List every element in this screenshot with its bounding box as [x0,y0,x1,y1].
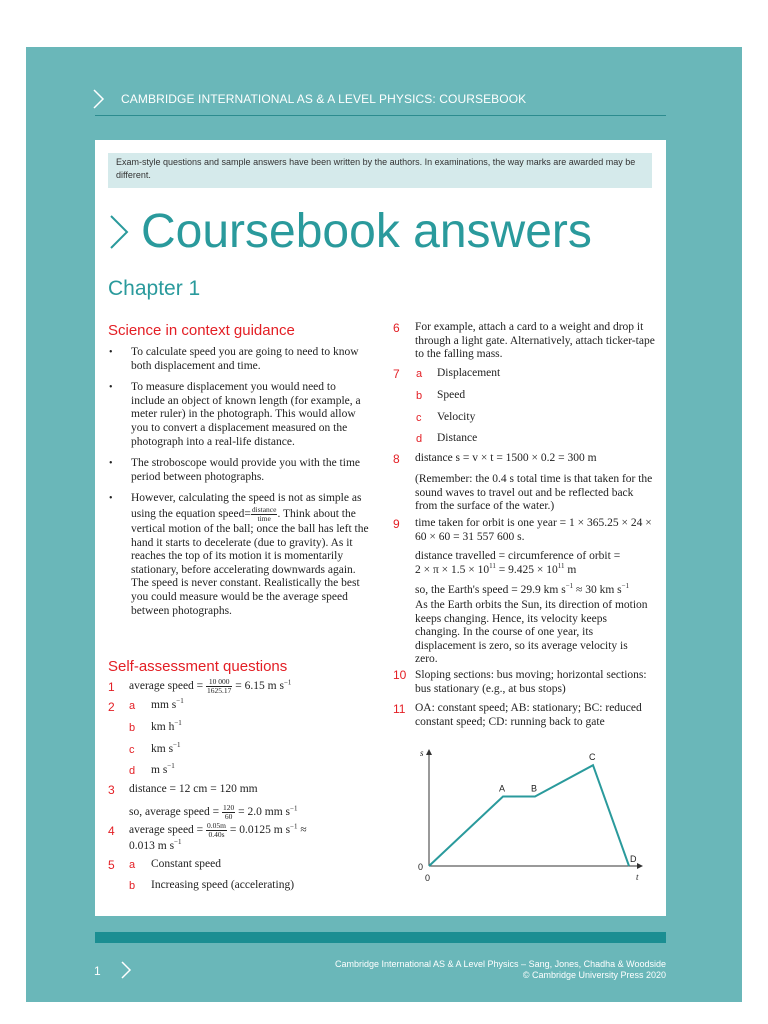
x-axis-label: t [636,872,639,882]
chevron-right-icon [92,88,106,110]
answer-q11: OA: constant speed; AB: stationary; BC: reduced constant speed; CD: running back to gate [415,702,642,728]
header-rule [95,115,666,116]
question-part-label: b [416,390,423,402]
answer-q5b: Increasing speed (accelerating) [151,879,295,891]
point-label-d: D [630,854,637,864]
distance-time-graph [404,744,644,884]
title-row [107,202,592,262]
answer-q8-note: (Remember: the 0.4 s total time is that taken for the sound waves to travel out and be reflected back from the surface of the water.) [415,473,653,513]
answer-q7d: Distance [437,432,478,444]
question-part-label: b [129,722,136,734]
chapter-heading: Chapter 1 [108,277,201,300]
answer-q5a: Constant speed [151,858,221,870]
question-part-label: c [416,412,422,424]
list-item: • However, calculating the speed is not as simple as using the equation speed= $\frac{\text{distance}}{\text{time}}$ . Think about the vertical motion of the ball; once the ball has left the hand it starts to decelerate (due to gravity). As it reaches the top of its motion it is momentarily stationary, before accelerating downwards again. The speed is never constant. Realistically the best you could measure would be the average speed between photographs. [109,492,369,617]
answer-q6: For example, attach a card to a weight and drop it through a light gate. Alternatively, attach ticker-tape to the falling mass. [415,321,655,361]
question-number: 2 [108,700,115,714]
answer-q2d: m $s^{-1}$ [151,762,175,776]
y-axis-label: s [420,748,424,758]
running-header: CAMBRIDGE INTERNATIONAL AS & A LEVEL PHYSICS: COURSEBOOK [121,92,527,106]
list-item: • The stroboscope would provide you with the time period between photographs. [109,457,361,483]
question-number: 1 [108,680,115,694]
answer-q9-explanation: As the Earth orbits the Sun, its direction of motion keeps changing. Hence, its velocity keeps changing. In the course of one year, its displacement is zero, so its average velocity is zero. [415,599,648,666]
question-part-label: d [416,433,423,445]
page-number: 1 [94,964,101,978]
point-label-b: B [531,783,538,794]
question-part-label: c [129,744,135,756]
answer-q2c: km $s^{-1}$ [151,741,181,755]
question-number: 3 [108,783,115,797]
answer-q9-distance: distance travelled = circumference of orbit = [415,550,621,562]
question-part-label: a [416,368,423,380]
exam-notice: Exam-style questions and sample answers have been written by the authors. In examinations, the way marks are awarded may be different. [108,153,652,188]
point-label-c: C [589,752,596,763]
page-title: Coursebook answers [141,205,592,258]
fraction: $\frac{\text{distance}}{\text{time}}$ [251,504,277,523]
answer-q9-distance-value: $2 \times \pi \times 1.5 \times 10^{11} = 9.425 \times 10^{11}$ m [415,562,577,576]
section-heading-science: Science in context guidance [108,322,295,339]
page-content [95,140,666,916]
chevron-right-icon [107,212,131,252]
answer-q2a: mm $s^{-1}$ [151,697,184,711]
question-number: 9 [393,517,400,531]
answer-q9-speed: so, the Earth's speed = 29.9 km $s^{-1} \approx 30$ km $s^{-1}$ [415,582,630,596]
answer-q2b: km $h^{-1}$ [151,719,182,733]
question-part-label: d [129,765,136,777]
x-origin-label: 0 [425,873,431,883]
question-number: 11 [393,702,406,716]
chevron-right-icon [120,960,132,980]
answer-q7b: Speed [437,389,466,401]
answer-q3-speed: so, average speed = $\frac{120}{60}$ = 2.0 mm $s^{-1}$ [129,803,298,821]
answer-q3: distance = 12 cm = 120 mm [129,783,258,795]
series-line [429,765,629,866]
answer-q10: Sloping sections: bus moving; horizontal sections: bus stationary (e.g., at bus stops) [415,669,647,695]
answer-q8: distance s = v × t = 1500 × 0.2 = 300 m [415,452,597,464]
footer-line-2: © Cambridge University Press 2020 [522,970,666,980]
question-number: 4 [108,824,115,838]
answer-q7a: Displacement [437,367,501,379]
y-origin-label: 0 [418,862,424,872]
question-part-label: b [129,880,136,892]
footer-line-1: Cambridge International AS & A Level Physics – Sang, Jones, Chadha & Woodside [334,959,666,969]
footer-bar [95,932,666,943]
question-number: 10 [393,668,407,682]
answer-q9-time: time taken for orbit is one year = 1 × 365.25 × 24 × 60 × 60 = 31 557 600 s. [415,517,652,543]
guidance-list [107,346,369,626]
answer-q4: average speed = $\frac{0.05m}{0.40s}$ = 0.0125 m $s^{-1}$ ≈ [129,821,307,839]
question-number: 5 [108,858,115,872]
footer-credits [300,959,666,981]
question-number: 7 [393,367,400,381]
answer-q1: average speed = $\frac{10 000}{1625.17}$ = 6.15 m $s^{-1}$ [129,677,292,695]
question-number: 8 [393,452,400,466]
section-heading-self-assessment: Self-assessment questions [108,658,288,675]
list-item: • To measure displacement you would need to include an object of known length (for example, a meter ruler) in the photograph. This would allow you to convert a displacement measured on the photograph into a real-life distance. [109,381,361,448]
answer-q7c: Velocity [437,411,476,423]
question-part-label: a [129,700,136,712]
point-label-a: A [499,783,506,794]
answer-q4-line2: 0.013 m $s^{-1}$ [129,838,182,852]
list-item: • To calculate speed you are going to need to know both displacement and time. [109,346,359,372]
question-number: 6 [393,321,400,335]
question-part-label: a [129,859,136,871]
